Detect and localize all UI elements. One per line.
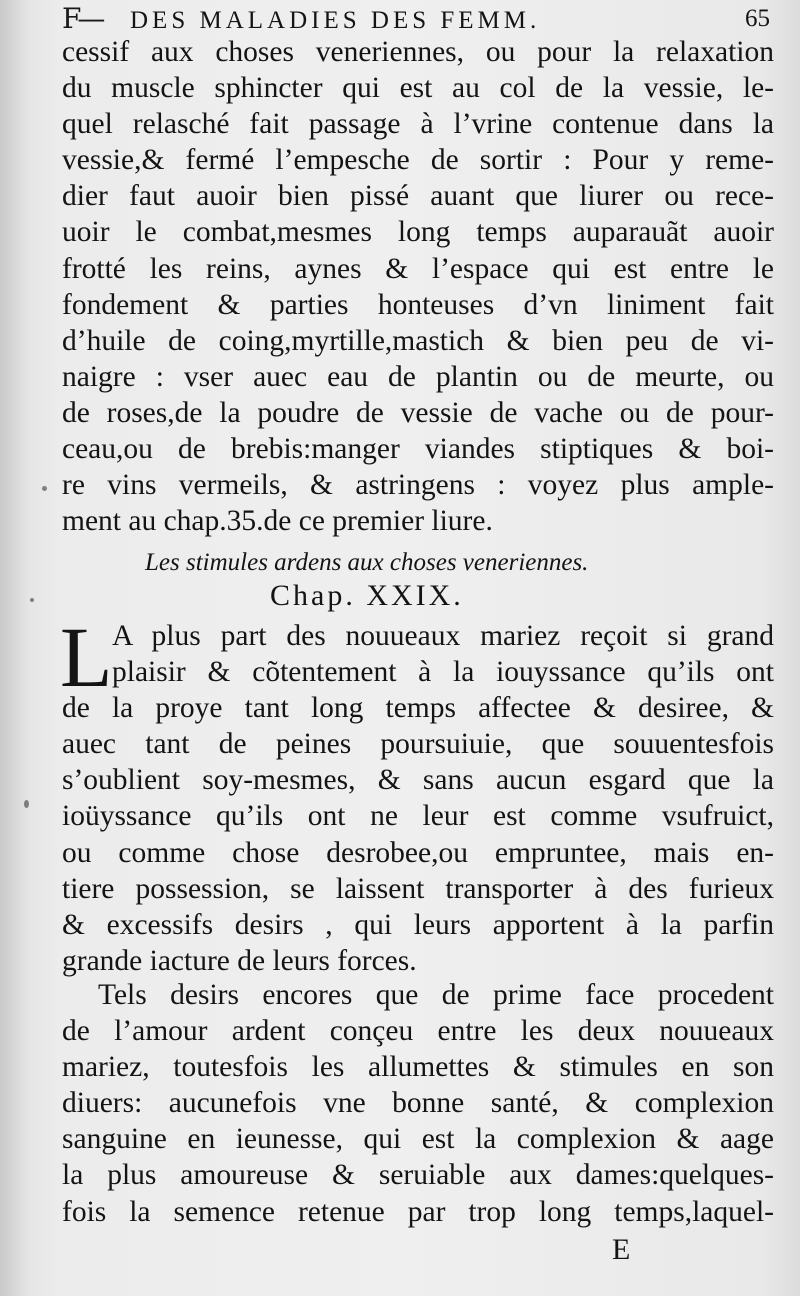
text-line: ment au chap.35.de ce premier liure. bbox=[62, 505, 493, 538]
text-line: auec tant de peines poursuiuie, que souuentesfois bbox=[62, 728, 774, 761]
chapter-rubric: Les stimules ardens aux choses veneriennes. bbox=[145, 549, 589, 576]
signature-mark: E bbox=[612, 1233, 631, 1266]
text-line: vessie,& fermé l’empesche de sortir : Pour y reme- bbox=[62, 144, 774, 177]
text-line: de l’amour ardent conçeu entre les deux nouueaux bbox=[62, 1015, 774, 1048]
paragraph-3 bbox=[62, 977, 774, 1230]
paragraph-2 bbox=[60, 609, 774, 979]
ink-speck bbox=[42, 486, 47, 491]
text-line: ioüyssance qu’ils ont ne leur est comme vsufruict, bbox=[62, 800, 774, 833]
text-line: quel relasché fait passage à l’vrine contenue dans la bbox=[62, 108, 774, 141]
text-line: de la proye tant long temps affectee & desiree, & bbox=[62, 692, 774, 725]
text-line: dier faut auoir bien pissé auant que liurer ou rece- bbox=[62, 180, 774, 213]
text-line: cessif aux choses veneriennes, ou pour la relaxation bbox=[62, 36, 774, 68]
text-line: re vins vermeils, & astringens : voyez plus ample- bbox=[62, 469, 774, 502]
head-ornament: F— bbox=[62, 2, 102, 35]
text-line: ou comme chose desrobee,ou empruntee, mais en- bbox=[62, 836, 774, 869]
text-line: plaisir & cõtentement à la iouyssance qu’ils ont bbox=[112, 656, 774, 689]
text-line: ceau,ou de brebis:manger viandes stiptiques & boi- bbox=[62, 433, 774, 466]
text-line: la plus amoureuse & seruiable aux dames:quelques- bbox=[62, 1159, 774, 1192]
ink-speck bbox=[30, 598, 34, 602]
drop-cap: L bbox=[60, 609, 113, 705]
text-line: Tels desirs encores que de prime face procedent bbox=[98, 979, 774, 1011]
text-line: naigre : vser auec eau de plantin ou de meurte, ou bbox=[62, 360, 774, 393]
text-line: sanguine en ieunesse, qui est la complexion & aage bbox=[62, 1123, 774, 1156]
text-line: de roses,de la poudre de vessie de vache ou de pour- bbox=[62, 396, 774, 429]
running-head bbox=[62, 2, 774, 36]
text-line: uoir le combat,mesmes long temps auparauãt auoir bbox=[62, 216, 774, 249]
text-line: tiere possession, se laissent transporter à des furieux bbox=[62, 872, 774, 905]
text-line: diuers: aucunefois vne bonne santé, & complexion bbox=[62, 1087, 774, 1120]
text-line: frotté les reins, aynes & l’espace qui est entre le bbox=[62, 252, 774, 285]
text-line: grande iacture de leurs forces. bbox=[62, 944, 417, 977]
text-line: mariez, toutesfois les allumettes & stimules en son bbox=[62, 1051, 774, 1084]
text-line: fois la semence retenue par trop long temps,laquel- bbox=[62, 1195, 774, 1228]
text-line: & excessifs desirs , qui leurs apportent à la parfin bbox=[62, 908, 774, 941]
text-line: s’oublient soy-mesmes, & sans aucun esgard que la bbox=[62, 764, 774, 797]
running-head-title: DES MALADIES DES FEMM. bbox=[130, 7, 541, 34]
text-line: A plus part des nouueaux mariez reçoit si grand bbox=[112, 620, 774, 652]
text-line: d’huile de coing,myrtille,mastich & bien peu de vi- bbox=[62, 324, 774, 357]
page-number: 65 bbox=[745, 5, 770, 32]
text-line: fondement & parties honteuses d’vn liniment fait bbox=[62, 288, 774, 321]
text-line: du muscle sphincter qui est au col de la vessie, le- bbox=[62, 72, 774, 105]
paragraph-1 bbox=[62, 34, 774, 539]
ink-speck bbox=[24, 800, 29, 808]
chapter-heading: Chap. XXIX. bbox=[270, 579, 464, 612]
